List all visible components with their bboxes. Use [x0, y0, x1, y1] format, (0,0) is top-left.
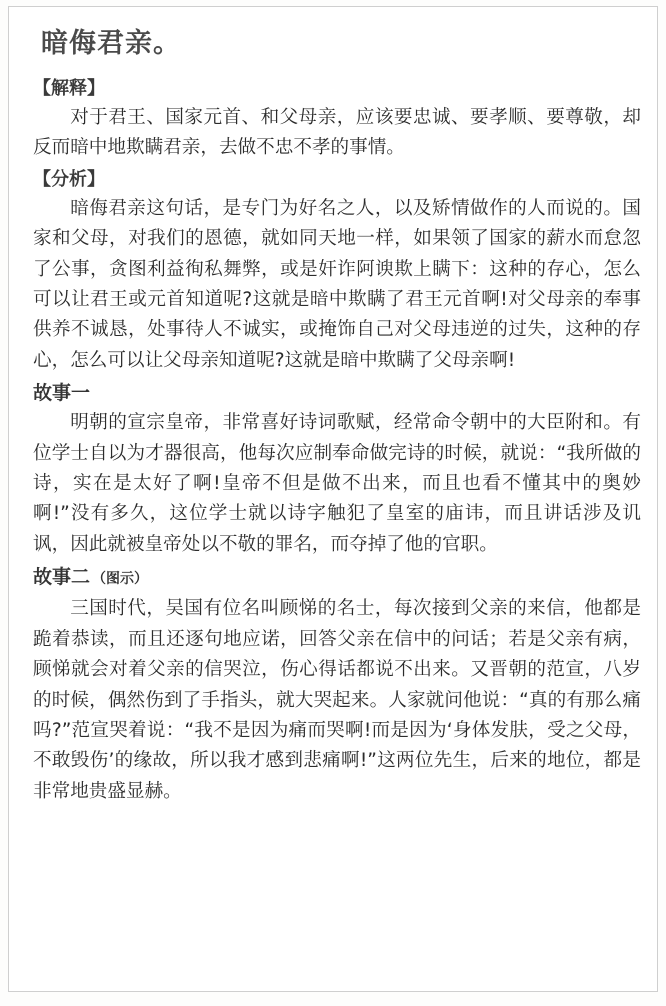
story-one-heading — [33, 378, 641, 408]
interpretation-text: 对于君王、国家元首、和父母亲，应该要忠诚、要孝顺、要尊敬，却反而暗中地欺瞒君亲，去做不忠不孝的事情。 — [33, 107, 641, 159]
analysis-text: 暗侮君亲这句话，是专门为好名之人，以及矫情做作的人而说的。国家和父母，对我们的恩德，就如同天地一样，如果领了国家的薪水而怠忽了公事，贪图利益徇私舞弊，或是奸诈阿谀欺上瞒下：这种的存心，怎么可以让君王或元首知道呢?这就是暗中欺瞒了君王元首啊!对父母亲的奉事供养不诚恳，处事待人不诚实，或掩饰自己对父母违逆的过失，这种的存心，怎么可以让父母亲知道呢?这就是暗中欺瞒了父母亲啊! — [33, 197, 641, 371]
story-two-note: （图示） — [92, 571, 149, 588]
story-one-label: 故事一 — [33, 382, 91, 405]
page-title: 暗侮君亲。 — [41, 28, 181, 59]
document-content — [33, 27, 641, 809]
analysis-label: 【分析】 — [33, 168, 105, 190]
interpretation-label: 【解释】 — [33, 78, 105, 99]
story-two-heading — [33, 562, 641, 594]
document-page — [8, 6, 658, 992]
story-one-text: 明朝的宣宗皇帝，非常喜好诗词歌赋，经常命令朝中的大臣附和。有位学士自以为才器很高，他每次应制奉命做完诗的时候，就说：“我所做的诗，实在是太好了啊!皇帝不但是做不出来，而且也看不懂其中的奥妙啊!”没有多久，这位学士就以诗字触犯了皇室的庙讳，而且讲话涉及讥讽，因此就被皇帝处以不敬的罪名，而夺掉了他的官职。 — [33, 412, 641, 555]
story-two-label: 故事二 — [33, 566, 91, 589]
story-two-text: 三国时代，吴国有位名叫顾悌的名士，每次接到父亲的来信，他都是跪着恭读，而且还逐句地应诺，回答父亲在信中的问话；若是父亲有病，顾悌就会对着父亲的信哭泣，伤心得话都说不出来。又晋朝的范宣，八岁的时候，偶然伤到了手指头，就大哭起来。人家就问他说：“真的有那么痛吗?”范宣哭着说：“我不是因为痛而哭啊!而是因为‘身体发肤，受之父母，不敢毁伤’的缘故，所以我才感到悲痛啊!”这两位先生，后来的地位，都是非常地贵盛显赫。 — [33, 598, 641, 802]
